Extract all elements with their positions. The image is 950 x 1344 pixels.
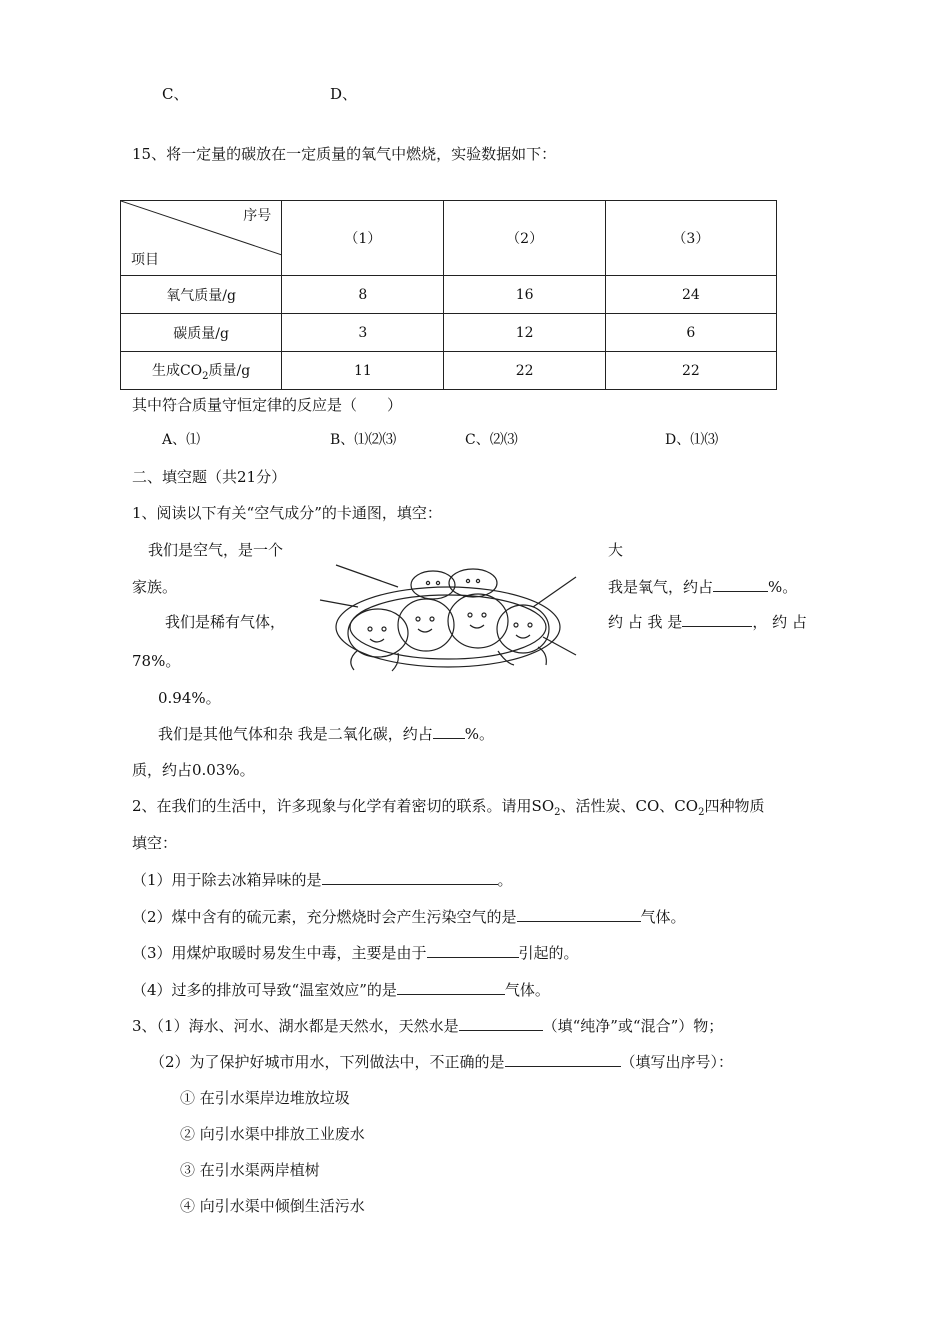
table-row-oxygen xyxy=(121,276,777,314)
q15-option-b: B、⑴⑵⑶ xyxy=(330,432,397,448)
q1-oxygen-line: 我是氧气，约占 %。 xyxy=(608,578,798,596)
row-label: 生成$CO_2$质量/g xyxy=(121,352,282,390)
row-label: 碳质量/g xyxy=(121,314,282,352)
q3-option-1: ① 在引水渠岸边堆放垃圾 xyxy=(180,1089,350,1107)
table-cell: 8 xyxy=(282,276,444,314)
q15-option-c: C、⑵⑶ xyxy=(465,432,518,448)
q1-text: 我们是稀有气体， xyxy=(165,613,286,631)
table-cell: 6 xyxy=(605,314,776,352)
table-corner-cell xyxy=(121,201,282,276)
row-label: 氧气质量/g xyxy=(121,276,282,314)
q3-part-1: 3、（1）海水、河水、湖水都是天然水，天然水是 （填“纯净”或“混合”）物； xyxy=(132,1017,724,1035)
q15-question: 其中符合质量守恒定律的反应是（ ） xyxy=(132,396,403,414)
q1-text: 大 xyxy=(608,541,624,559)
column-header-1: （1） xyxy=(282,201,444,276)
column-header-2: （2） xyxy=(444,201,605,276)
q3-answer-blank-2[interactable] xyxy=(505,1052,621,1067)
q14-option-d: D、 xyxy=(330,85,358,103)
q1-nitrogen-line: 约 占 我 是 ， 约 占 xyxy=(608,613,807,631)
co2-answer-blank[interactable] xyxy=(433,724,465,739)
q1-text: 78%。 xyxy=(132,652,181,670)
q14-option-c: C、 xyxy=(162,85,189,103)
table-cell: 24 xyxy=(605,276,776,314)
air-cartoon-illustration xyxy=(318,555,580,675)
nitrogen-answer-blank[interactable] xyxy=(682,612,752,627)
q2-answer-blank-4[interactable] xyxy=(397,980,505,995)
q1-co2-line: 我们是其他气体和杂 我是二氧化碳，约占 %。 xyxy=(158,725,495,743)
q3-part-2: （2）为了保护好城市用水，下列做法中，不正确的是 （填写出序号）： xyxy=(150,1053,734,1071)
column-header-3: （3） xyxy=(605,201,776,276)
q1-text: 家族。 xyxy=(132,578,178,596)
table-row-carbon xyxy=(121,314,777,352)
q2-stem-continued: 填空： xyxy=(132,834,178,852)
table-cell: 22 xyxy=(444,352,605,390)
q2-item-2: （2）煤中含有的硫元素，充分燃烧时会产生污染空气的是 气体。 xyxy=(132,908,686,926)
q2-answer-blank-3[interactable] xyxy=(427,943,519,958)
table-cell: 3 xyxy=(282,314,444,352)
q15-option-d: D、⑴⑶ xyxy=(665,432,719,448)
q2-item-1: （1）用于除去冰箱异味的是 。 xyxy=(132,871,513,889)
section-heading: 二、填空题（共21分） xyxy=(132,468,287,486)
table-cell: 16 xyxy=(444,276,605,314)
q3-option-4: ④ 向引水渠中倾倒生活污水 xyxy=(180,1197,365,1215)
q2-answer-blank-2[interactable] xyxy=(517,907,641,922)
q3-answer-blank-1[interactable] xyxy=(459,1016,543,1031)
q15-data-table xyxy=(120,200,777,390)
table-row-co2 xyxy=(121,352,777,390)
table-cell: 12 xyxy=(444,314,605,352)
q15-stem: 15、将一定量的碳放在一定质量的氧气中燃烧，实验数据如下： xyxy=(132,145,557,163)
q2-item-4: （4）过多的排放可导致“温室效应”的是 气体。 xyxy=(132,981,550,999)
corner-header-item: 项目 xyxy=(131,252,159,268)
q3-option-3: ③ 在引水渠两岸植树 xyxy=(180,1161,320,1179)
q1-stem: 1、阅读以下有关“空气成分”的卡通图，填空： xyxy=(132,504,442,522)
q15-option-a: A、⑴ xyxy=(162,432,201,448)
q1-text: 我们是空气，是一个 xyxy=(148,541,284,559)
q2-answer-blank-1[interactable] xyxy=(322,870,498,885)
oxygen-answer-blank[interactable] xyxy=(713,577,768,592)
q1-text: 质，约占0.03%。 xyxy=(132,761,255,779)
corner-header-index: 序号 xyxy=(243,208,272,224)
table-cell: 11 xyxy=(282,352,444,390)
q1-text: 0.94%。 xyxy=(158,689,221,707)
table-cell: 22 xyxy=(605,352,776,390)
q2-item-3: （3）用煤炉取暖时易发生中毒，主要是由于 引起的。 xyxy=(132,944,579,962)
q2-stem: 2、在我们的生活中，许多现象与化学有着密切的联系。请用$SO_2$、活性炭、CO、$CO_2$四种物质 xyxy=(132,797,765,818)
q3-option-2: ② 向引水渠中排放工业废水 xyxy=(180,1125,365,1143)
